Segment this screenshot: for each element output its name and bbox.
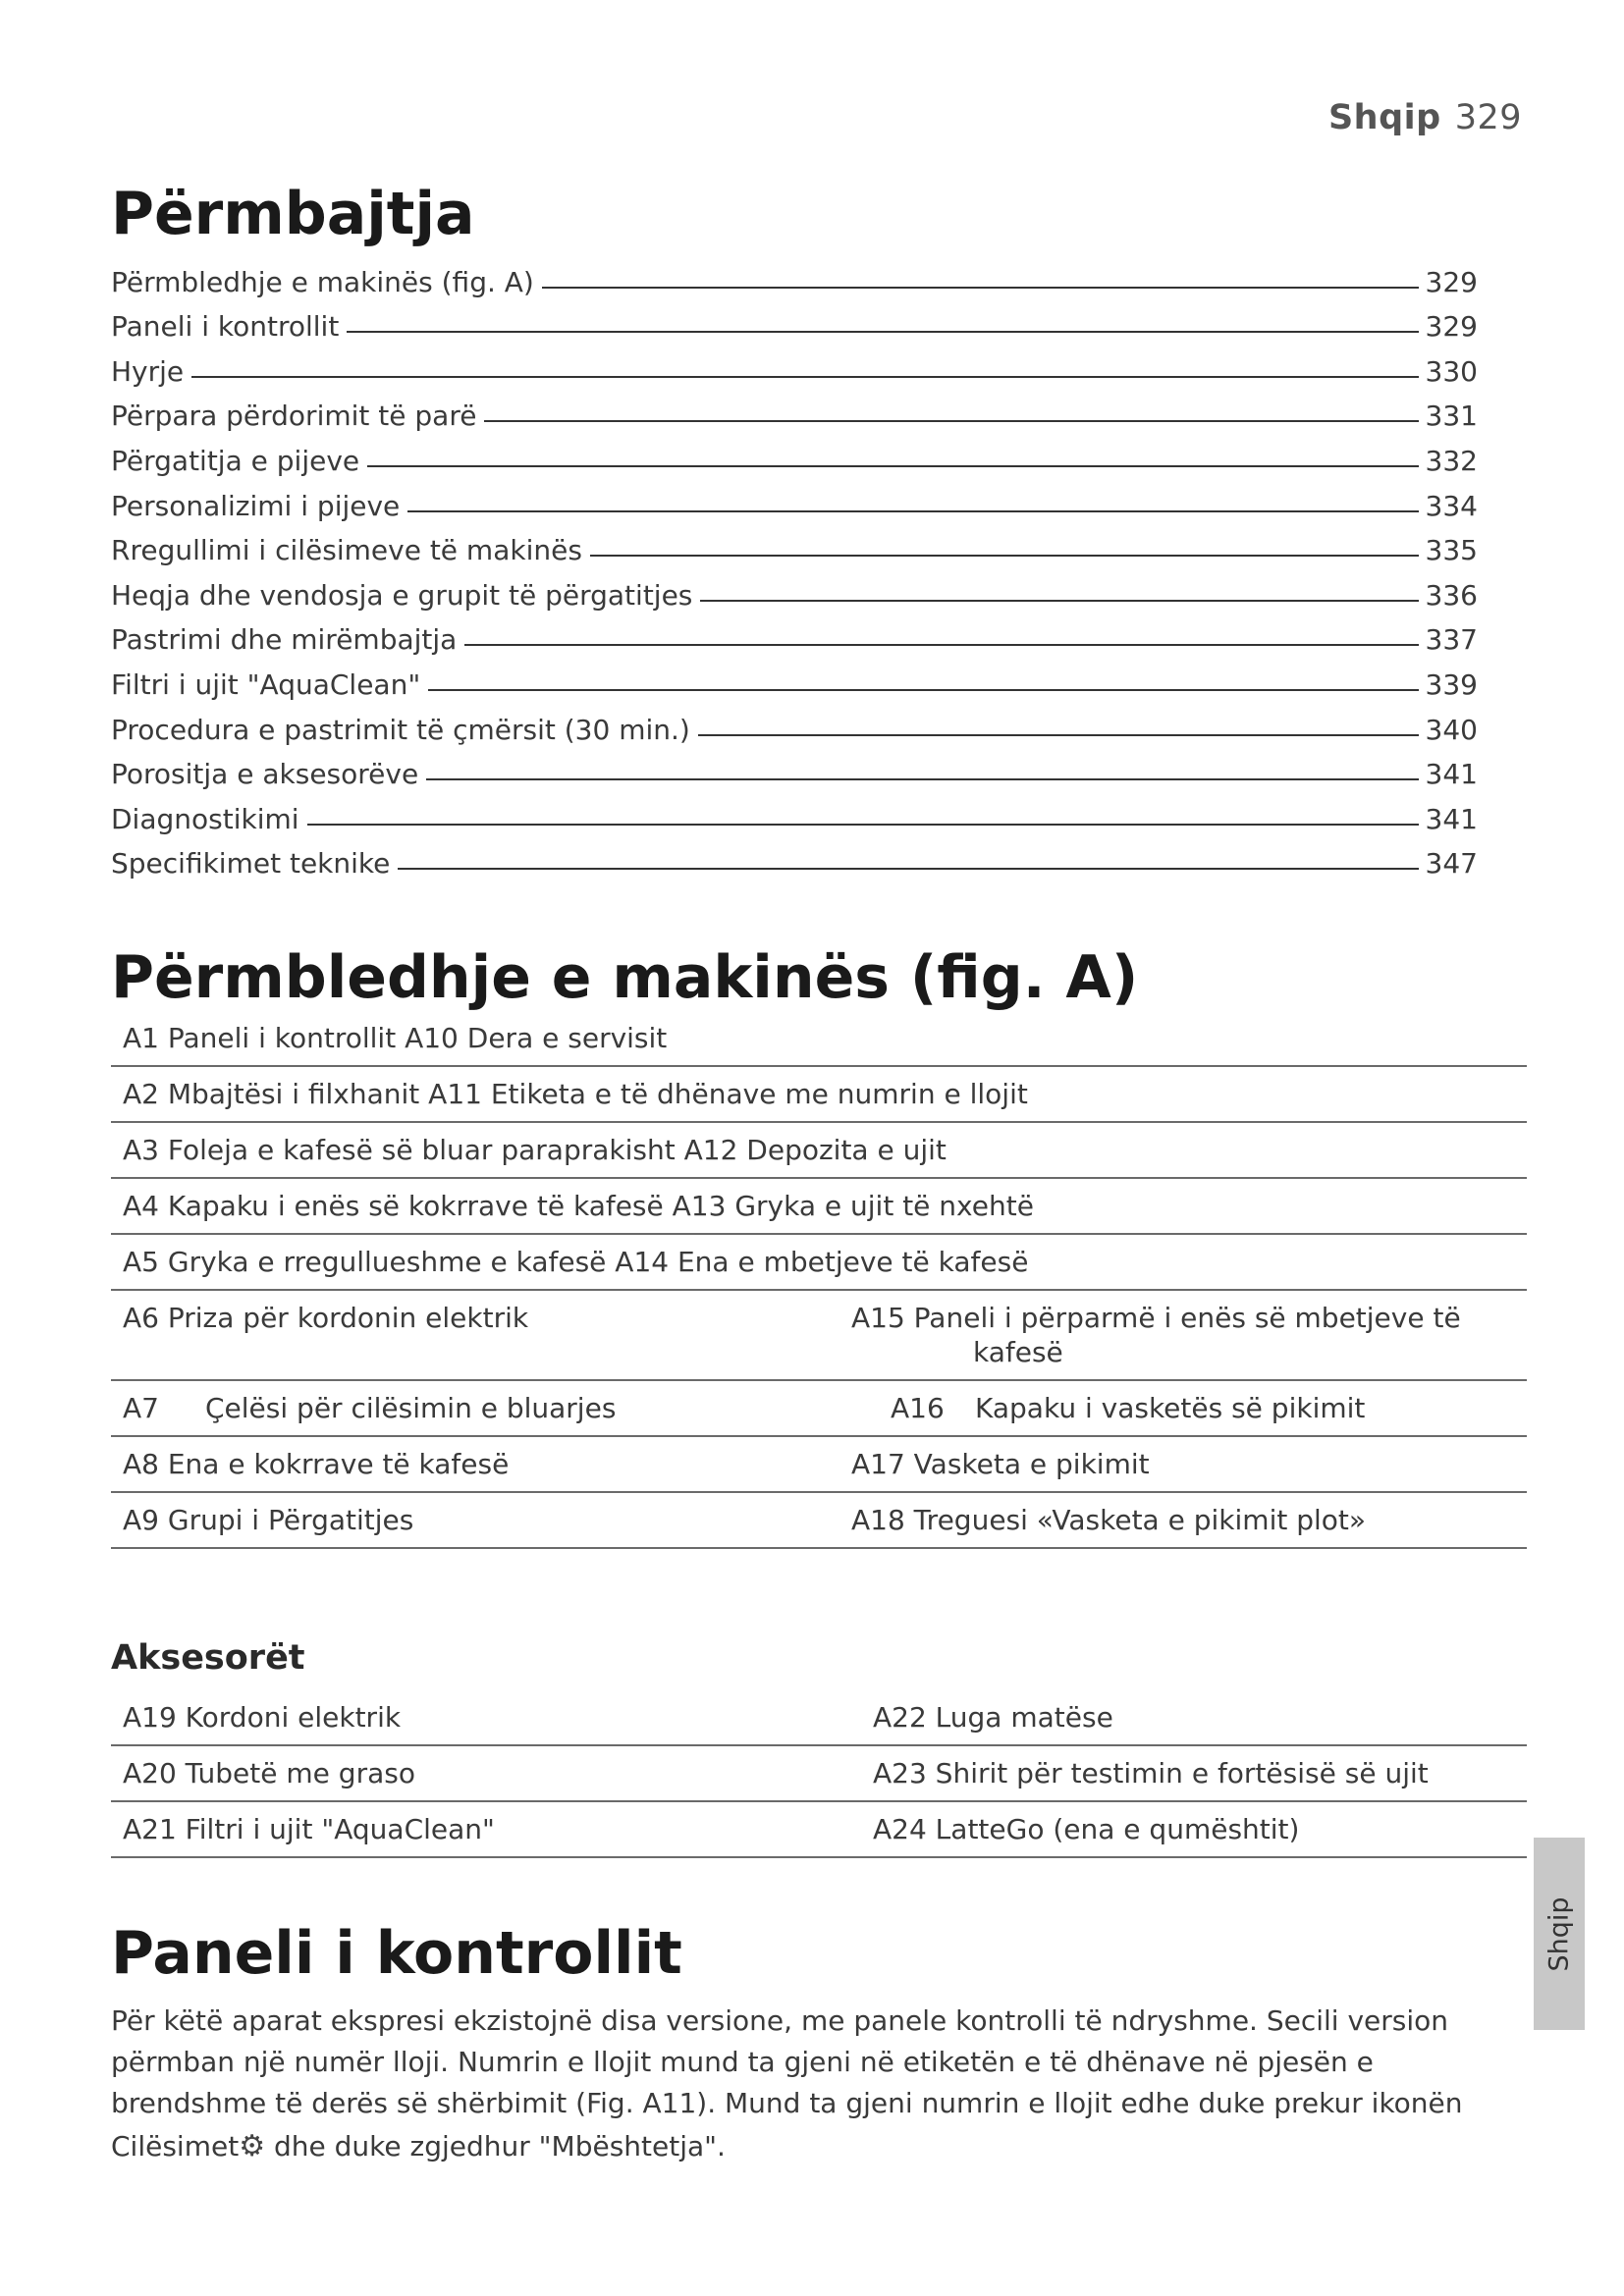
toc-entry bbox=[111, 746, 1478, 791]
toc-entry bbox=[111, 522, 1478, 567]
toc-entry bbox=[111, 343, 1478, 388]
accessory-right-3: A24 LatteGo (ena e qumështit) bbox=[861, 1801, 1527, 1857]
overview-row-7-left bbox=[111, 1380, 839, 1436]
machine-overview-table bbox=[111, 1011, 1527, 1549]
overview-row-7-right-text: Kapaku i vasketës së pikimit bbox=[975, 1392, 1366, 1424]
header-page-number: 329 bbox=[1454, 98, 1522, 137]
control-panel-title: Paneli i kontrollit bbox=[111, 1919, 682, 1988]
toc-leader-line bbox=[367, 465, 1419, 467]
toc-leader-line bbox=[398, 868, 1419, 870]
overview-row-7-right bbox=[839, 1380, 1527, 1436]
toc-entry-page: 330 bbox=[1425, 354, 1478, 388]
header-language: Shqip bbox=[1327, 98, 1441, 137]
toc-entry bbox=[111, 477, 1478, 522]
toc-leader-line bbox=[307, 824, 1419, 826]
toc-entry-page: 329 bbox=[1425, 310, 1478, 344]
control-panel-text bbox=[111, 2001, 1505, 2168]
overview-row-6-right bbox=[839, 1290, 1527, 1380]
language-side-tab bbox=[1534, 1838, 1585, 2030]
toc-title: Përmbajtja bbox=[111, 180, 475, 248]
toc-entry-title: Diagnostikimi bbox=[111, 802, 299, 835]
toc-entry bbox=[111, 612, 1478, 657]
table-row bbox=[111, 1234, 1527, 1290]
toc-leader-line bbox=[347, 331, 1419, 333]
toc-entry bbox=[111, 253, 1478, 298]
toc-entry-title: Paneli i kontrollit bbox=[111, 310, 340, 344]
overview-row-9-right: A18 Treguesi «Vasketa e pikimit plot» bbox=[839, 1492, 1527, 1548]
overview-row-6-right-text: A15 Paneli i përparmë i enës së mbetjeve të bbox=[851, 1302, 1461, 1334]
overview-row-6-right-cont: kafesë bbox=[973, 1336, 1063, 1368]
page-header bbox=[1328, 98, 1522, 137]
overview-row-6-left: A6 Priza për kordonin elektrik bbox=[111, 1290, 839, 1380]
toc-leader-line bbox=[484, 420, 1419, 422]
table-row bbox=[111, 1122, 1527, 1178]
accessory-right-1: A22 Luga matëse bbox=[861, 1690, 1527, 1745]
toc-entry bbox=[111, 388, 1478, 433]
toc-entry bbox=[111, 432, 1478, 477]
toc-entry bbox=[111, 566, 1478, 612]
toc-entry-title: Porositja e aksesorëve bbox=[111, 758, 419, 791]
overview-row-7-left-num: A7 bbox=[123, 1392, 159, 1424]
toc-entry-page: 336 bbox=[1425, 578, 1478, 612]
table-row bbox=[111, 1380, 1527, 1436]
toc-entry-title: Rregullimi i cilësimeve të makinës bbox=[111, 534, 582, 567]
overview-row-8-left: A8 Ena e kokrrave të kafesë bbox=[111, 1436, 839, 1492]
gear-icon: ⚙ bbox=[239, 2129, 266, 2163]
toc-entry-page: 335 bbox=[1425, 534, 1478, 567]
overview-row-4: A4 Kapaku i enës së kokrrave të kafesë A13 Gryka e ujit të nxehtë bbox=[111, 1178, 1527, 1234]
table-row bbox=[111, 1178, 1527, 1234]
table-row bbox=[111, 1690, 1527, 1745]
toc-leader-line bbox=[590, 555, 1419, 557]
toc-entry-title: Specifikimet teknike bbox=[111, 847, 391, 881]
toc-entry bbox=[111, 298, 1478, 344]
table-row bbox=[111, 1066, 1527, 1122]
toc-entry-page: 347 bbox=[1425, 847, 1478, 881]
overview-row-3: A3 Foleja e kafesë së bluar paraprakisht A12 Depozita e ujit bbox=[111, 1122, 1527, 1178]
toc-entry-page: 334 bbox=[1425, 489, 1478, 522]
toc-entry-title: Filtri i ujit "AquaClean" bbox=[111, 667, 421, 701]
accessory-left-3: A21 Filtri i ujit "AquaClean" bbox=[111, 1801, 861, 1857]
overview-row-1: A1 Paneli i kontrollit A10 Dera e servisit bbox=[111, 1011, 1527, 1066]
toc-leader-line bbox=[426, 778, 1419, 780]
overview-row-9-left: A9 Grupi i Përgatitjes bbox=[111, 1492, 839, 1548]
table-row bbox=[111, 1436, 1527, 1492]
control-panel-text-part2: dhe duke zgjedhur "Mbështetja". bbox=[265, 2130, 726, 2163]
toc-leader-line bbox=[700, 600, 1419, 602]
overview-title: Përmbledhje e makinës (fig. A) bbox=[111, 943, 1139, 1012]
toc-leader-line bbox=[407, 510, 1419, 512]
table-of-contents bbox=[111, 253, 1478, 880]
toc-leader-line bbox=[191, 376, 1419, 378]
table-row bbox=[111, 1801, 1527, 1857]
accessory-left-2: A20 Tubetë me graso bbox=[111, 1745, 861, 1801]
toc-entry-page: 341 bbox=[1425, 802, 1478, 835]
toc-entry bbox=[111, 790, 1478, 835]
toc-leader-line bbox=[698, 734, 1419, 736]
toc-entry-title: Përpara përdorimit të parë bbox=[111, 400, 477, 433]
toc-entry-page: 337 bbox=[1425, 623, 1478, 657]
toc-entry bbox=[111, 835, 1478, 881]
toc-entry-page: 331 bbox=[1425, 400, 1478, 433]
toc-entry-title: Procedura e pastrimit të çmërsit (30 min.) bbox=[111, 713, 690, 746]
table-row bbox=[111, 1492, 1527, 1548]
table-row bbox=[111, 1011, 1527, 1066]
accessories-table bbox=[111, 1690, 1527, 1858]
accessory-left-1: A19 Kordoni elektrik bbox=[111, 1690, 861, 1745]
toc-leader-line bbox=[464, 644, 1419, 646]
toc-entry bbox=[111, 656, 1478, 701]
table-row bbox=[111, 1745, 1527, 1801]
toc-leader-line bbox=[428, 689, 1419, 691]
accessories-title: Aksesorët bbox=[111, 1638, 305, 1678]
toc-leader-line bbox=[542, 287, 1419, 289]
toc-entry-title: Heqja dhe vendosja e grupit të përgatitjes bbox=[111, 578, 693, 612]
toc-entry-title: Përgatitja e pijeve bbox=[111, 444, 360, 477]
overview-row-8-right: A17 Vasketa e pikimit bbox=[839, 1436, 1527, 1492]
toc-entry-title: Personalizimi i pijeve bbox=[111, 489, 401, 522]
toc-entry-title: Pastrimi dhe mirëmbajtja bbox=[111, 623, 458, 657]
toc-entry-title: Hyrje bbox=[111, 354, 185, 388]
toc-entry-page: 332 bbox=[1425, 444, 1478, 477]
toc-entry-page: 340 bbox=[1425, 713, 1478, 746]
side-tab-label: Shqip bbox=[1543, 1896, 1575, 1972]
toc-entry bbox=[111, 701, 1478, 746]
accessory-right-2: A23 Shirit për testimin e fortësisë së ujit bbox=[861, 1745, 1527, 1801]
toc-entry-page: 341 bbox=[1425, 758, 1478, 791]
overview-row-2: A2 Mbajtësi i filxhanit A11 Etiketa e të dhënave me numrin e llojit bbox=[111, 1066, 1527, 1122]
overview-row-5: A5 Gryka e rregullueshme e kafesë A14 Ena e mbetjeve të kafesë bbox=[111, 1234, 1527, 1290]
table-row bbox=[111, 1290, 1527, 1380]
control-panel-text-part1: Për këtë aparat ekspresi ekzistojnë disa versione, me panele kontrolli të ndryshme. Secili version përmban një numër lloji. Numrin e llojit mund ta gjeni në etiketën e të dhënave në pjesën e brendshme të derës së shërbimit (Fig. A11). Mund ta gjeni numrin e llojit edhe duke prekur ikonën Cilësimet bbox=[111, 2004, 1463, 2163]
toc-entry-page: 339 bbox=[1425, 667, 1478, 701]
toc-entry-page: 329 bbox=[1425, 265, 1478, 298]
toc-entry-title: Përmbledhje e makinës (fig. A) bbox=[111, 265, 534, 298]
overview-row-7-left-text: Çelësi për cilësimin e bluarjes bbox=[205, 1392, 617, 1424]
overview-row-7-right-num: A16 bbox=[891, 1392, 945, 1424]
